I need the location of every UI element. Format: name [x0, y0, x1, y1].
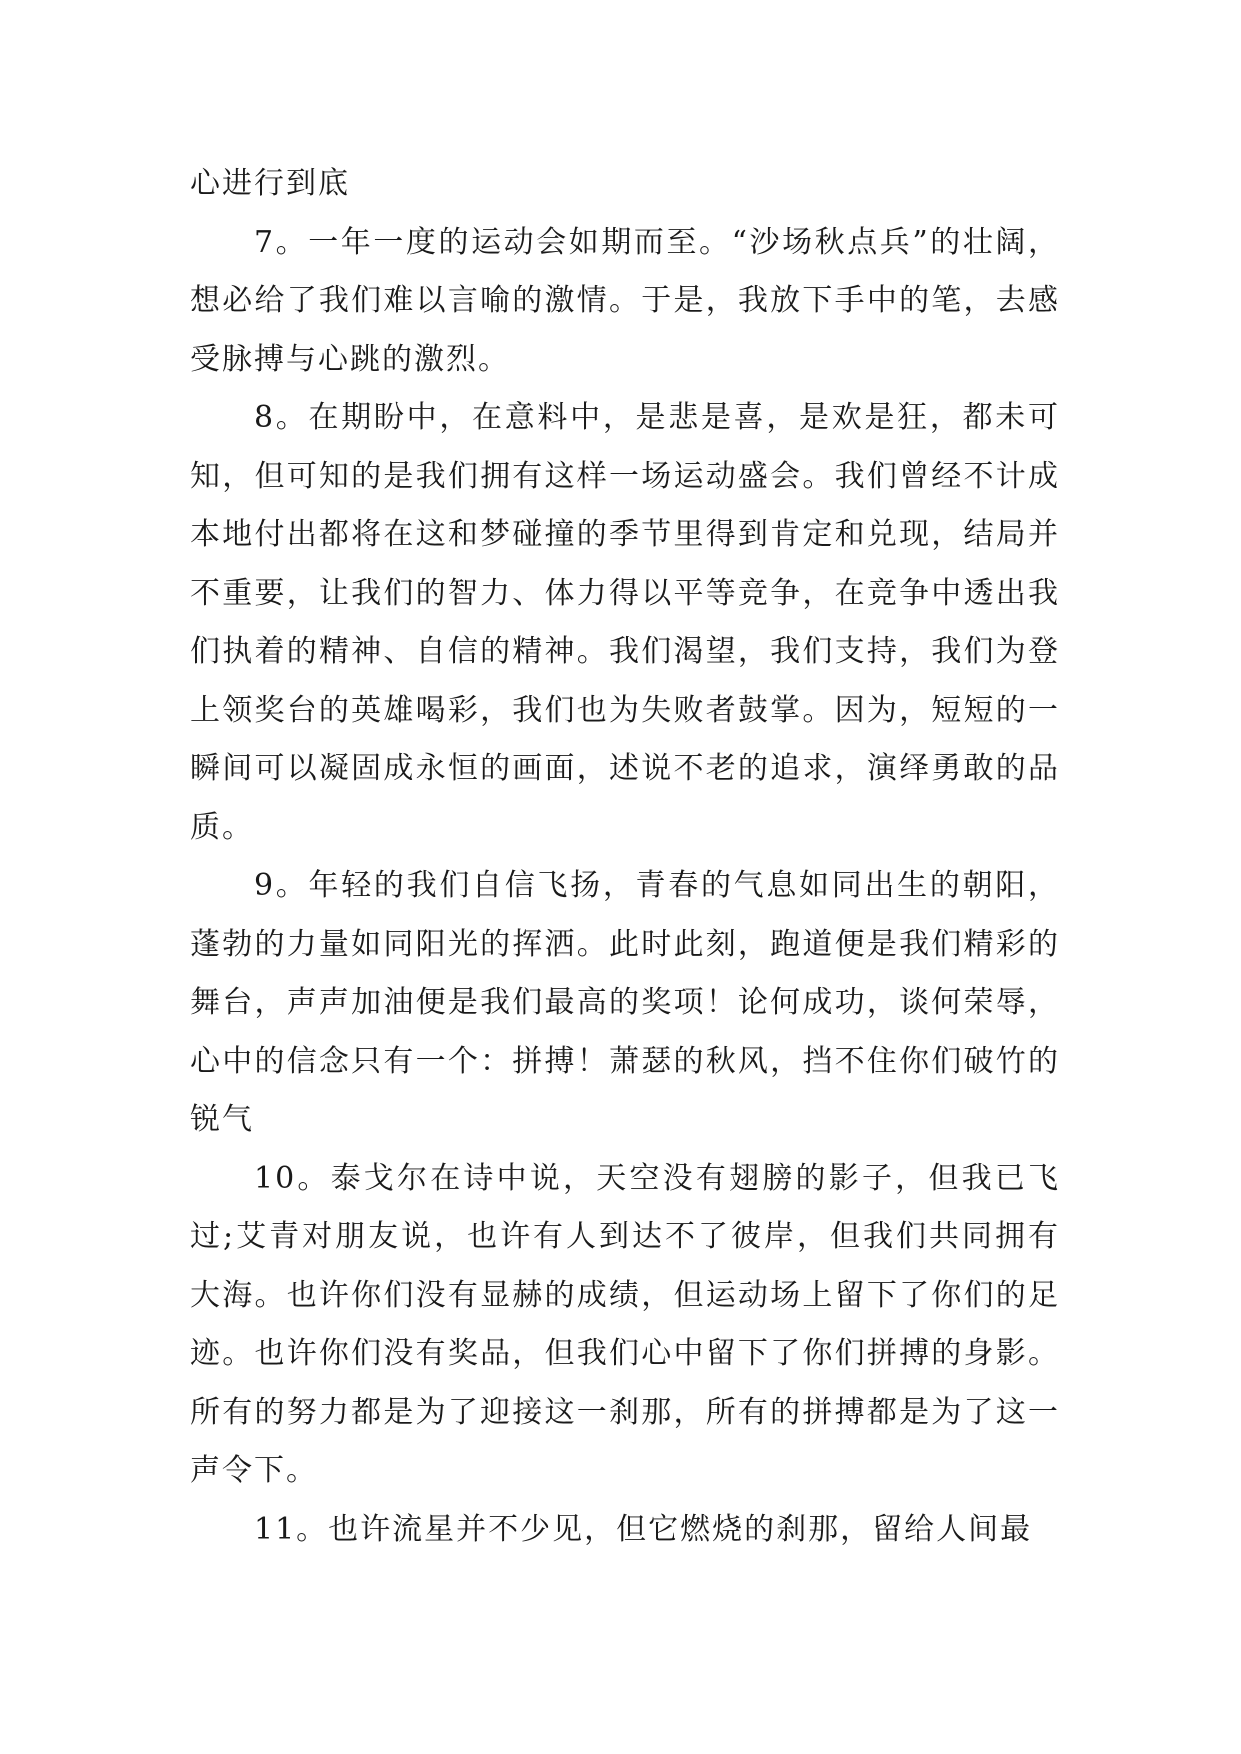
paragraph-9: 9。年轻的我们自信飞扬，青春的气息如同出生的朝阳，蓬勃的力量如同阳光的挥洒。此时此刻，跑道便是我们精彩的舞台，声声加油便是我们最高的奖项！论何成功，谈何荣辱，心中的信念只有一个：拼搏！萧瑟的秋风，挡不住你们破竹的锐气 [190, 868, 1060, 1137]
paragraph-8: 8。在期盼中，在意料中，是悲是喜，是欢是狂，都未可知，但可知的是我们拥有这样一场运动盛会。我们曾经不计成本地付出都将在这和梦碰撞的季节里得到肯定和兑现，结局并不重要，让我们的智力、体力得以平等竞争，在竞争中透出我们执着的精神、自信的精神。我们渴望，我们支持，我们为登上领奖台的英雄喝彩，我们也为失败者鼓掌。因为，短短的一瞬间可以凝固成永恒的画面，述说不老的追求，演绎勇敢的品质。 [190, 400, 1060, 845]
paragraph-11: 11。也许流星并不少见，但它燃烧的刹那，留给人间最 [254, 1511, 1033, 1547]
body-text [190, 155, 1060, 1559]
paragraph-7: 7。一年一度的运动会如期而至。“沙场秋点兵”的壮阔，想必给了我们难以言喻的激情。于是，我放下手中的笔，去感受脉搏与心跳的激烈。 [190, 224, 1060, 377]
paragraph-10: 10。泰戈尔在诗中说，天空没有翅膀的影子，但我已飞过;艾青对朋友说，也许有人到达不了彼岸，但我们共同拥有大海。也许你们没有显赫的成绩，但运动场上留下了你们的足迹。也许你们没有奖品，但我们心中留下了你们拼搏的身影。所有的努力都是为了迎接这一刹那，所有的拼搏都是为了这一声令下。 [190, 1160, 1060, 1488]
paragraph-continuation: 心进行到底 [190, 166, 350, 201]
